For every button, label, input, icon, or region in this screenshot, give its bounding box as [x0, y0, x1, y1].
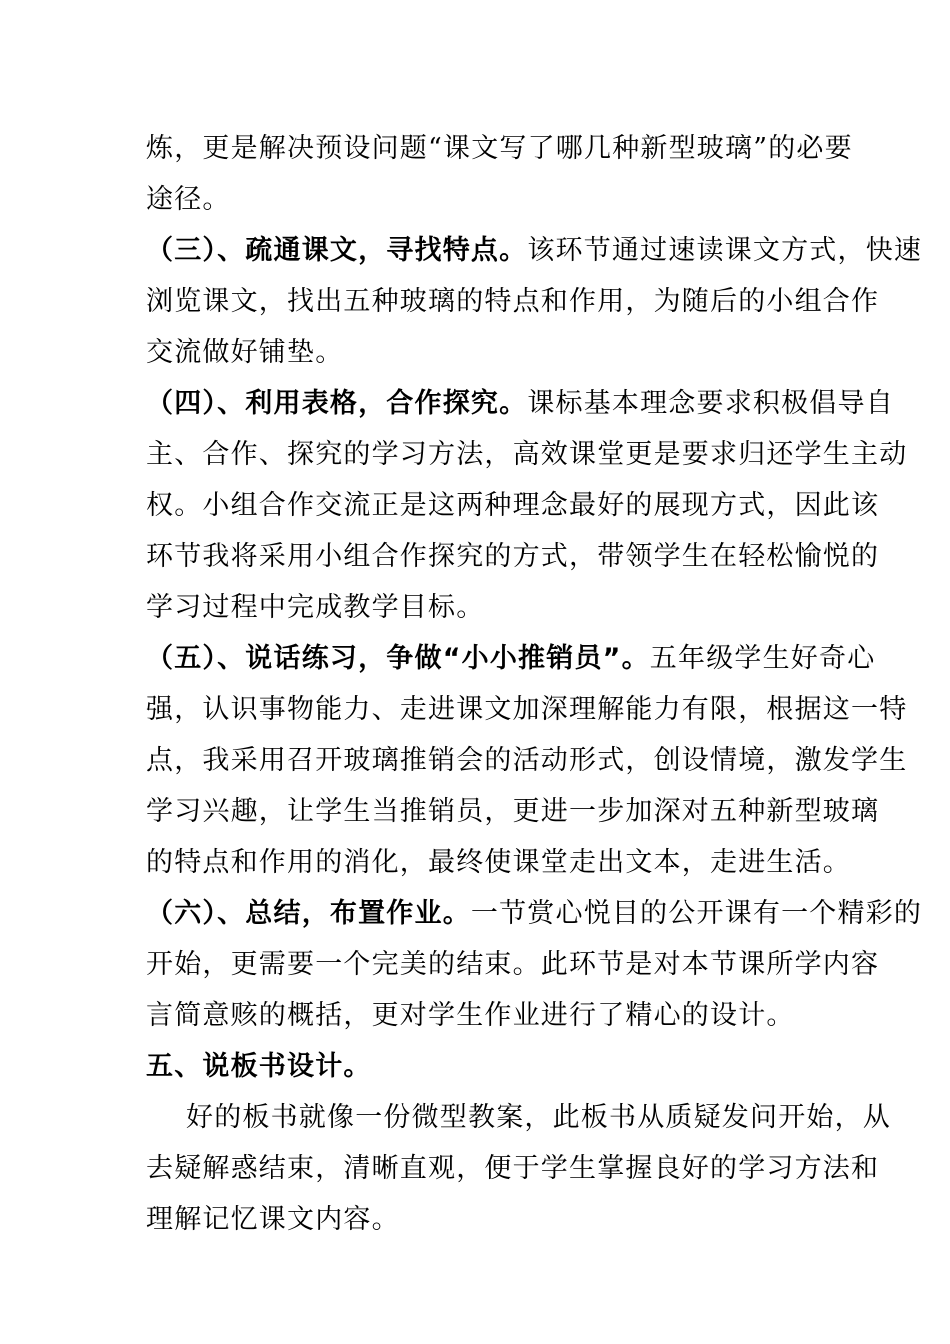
text-run: 一节赏心悦目的公开课有一个精彩的 [470, 898, 923, 929]
paragraph-step-six [146, 894, 923, 1047]
document-page [146, 129, 923, 1251]
paragraph-board-design [146, 1098, 891, 1251]
text-line: 学习过程中完成教学目标。 [146, 592, 485, 623]
paragraph-step-five [146, 639, 908, 894]
text-line: 炼，更是解决预设问题“课文写了哪几种新型玻璃”的必要 [146, 133, 853, 164]
text-line: 交流做好铺垫。 [146, 337, 344, 368]
text-line: 途径。 [146, 184, 231, 215]
text-line: 的特点和作用的消化，最终使课堂走出文本，走进生活。 [146, 847, 851, 878]
text-line: 理解记忆课文内容。 [146, 1204, 400, 1235]
text-line: 去疑解惑结束，清晰直观，便于学生掌握良好的学习方法和 [146, 1153, 880, 1184]
step-heading: （三）、疏通课文，寻找特点。 [146, 235, 528, 266]
text-line: 好的板书就像一份微型教案，此板书从质疑发问开始，从 [186, 1102, 891, 1133]
section-heading: 五、说板书设计。 [146, 1051, 372, 1082]
step-heading: （四）、利用表格，合作探究。 [146, 388, 528, 419]
text-line [146, 231, 923, 282]
text-line: 开始，更需要一个完美的结束。此环节是对本节课所学内容 [146, 949, 880, 980]
section-heading-board-design [146, 1047, 810, 1098]
text-line [146, 894, 923, 945]
text-line: 强，认识事物能力、走进课文加深理解能力有限，根据这一特 [146, 694, 908, 725]
text-line: 学习兴趣，让学生当推销员，更进一步加深对五种新型玻璃 [146, 796, 880, 827]
paragraph-continuation [146, 129, 853, 231]
text-line: 言简意赅的概括，更对学生作业进行了精心的设计。 [146, 1000, 795, 1031]
text-line: 环节我将采用小组合作探究的方式，带领学生在轻松愉悦的 [146, 541, 880, 572]
text-line [146, 384, 894, 435]
text-line: 权。小组合作交流正是这两种理念最好的展现方式，因此该 [146, 490, 880, 521]
text-run: 五年级学生好奇心 [649, 643, 876, 674]
paragraph-step-three [146, 231, 923, 384]
step-heading: （六）、总结，布置作业。 [146, 898, 471, 929]
text-run: 该环节通过速读课文方式，快速 [527, 235, 923, 266]
text-line: 主、合作、探究的学习方法，高效课堂更是要求归还学生主动 [146, 439, 908, 470]
text-line: 浏览课文，找出五种玻璃的特点和作用，为随后的小组合作 [146, 286, 880, 317]
text-line [146, 639, 876, 690]
paragraph-step-four [146, 384, 908, 639]
step-heading: （五）、说话练习，争做“小小推销员”。 [146, 643, 650, 674]
text-run: 课标基本理念要求积极倡导自 [527, 388, 894, 419]
text-line: 点，我采用召开玻璃推销会的活动形式，创设情境，激发学生 [146, 745, 908, 776]
